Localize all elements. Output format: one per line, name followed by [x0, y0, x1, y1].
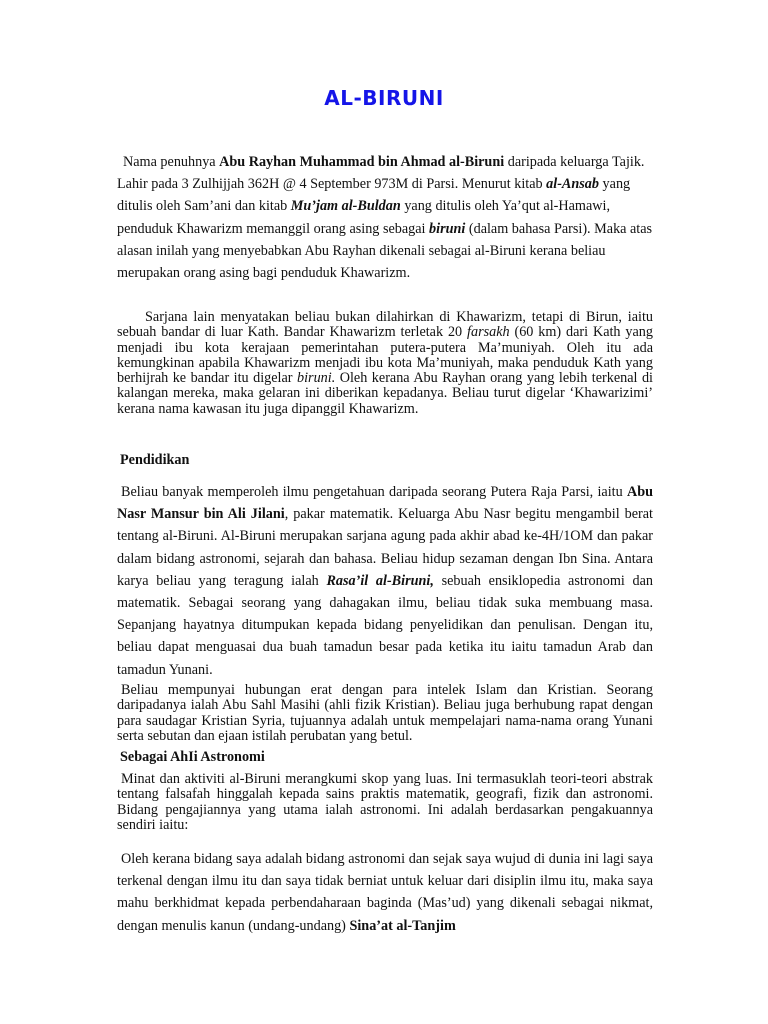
paragraph-name-origin	[117, 151, 653, 284]
text-run: Nama penuhnya	[123, 154, 220, 170]
paragraph-education	[117, 481, 653, 681]
text-run: Oleh kerana bidang saya adalah bidang astronomi dan sejak saya wujud di dunia ini lagi saya terkenal dengan ilmu itu dan saya tidak berniat untuk keluar dari disiplin ilmu itu, maka saya mahu berkhidmat kepada perbendaharaan baginda (Mas’ud) yang dikenali sebagai nikmat, dengan menulis kanun (undang-undang)	[117, 851, 653, 934]
term: farsakh	[467, 324, 510, 341]
section-heading-astronomy: Sebagai AhIi Astronomi	[120, 749, 265, 765]
book-title: Sina’at al-Tanjim	[349, 917, 456, 934]
text-run: yang ditulis oleh Sam’ani dan kitab	[117, 176, 631, 215]
text-run: Sarjana lain menyatakan beliau bukan dilahirkan di Khawarizm, tetapi di Birun, iaitu sebuah bandar di luar Kath. Bandar Khawarizm terletak 20	[117, 309, 653, 341]
text-run: (dalam bahasa Parsi). Maka atas alasan inilah yang menyebabkan Abu Rayhan dikenali sebagai al-Biruni kerana beliau merupakan orang asing bagi penduduk Khawarizm.	[117, 220, 653, 282]
book-title: Mu’jam al-Buldan	[290, 198, 401, 215]
text-run: daripada keluarga Tajik. Lahir pada 3 Zulhijjah 362H @ 4 September 973M di Parsi. Menurut kitab	[117, 154, 645, 193]
teacher-name: Abu Nasr Mansur bin Ali Jilani	[117, 484, 653, 523]
full-name: Abu Rayhan Muhammad bin Ahmad al-Biruni	[219, 154, 505, 170]
paragraph-birthplace	[117, 310, 653, 417]
text-run: (60 km) dari Kath yang menjadi ibu kota kerajaan pemerintahan putera-putera Ma’muniyah. Oleh itu ada kemungkinan apabila Khawarizm menjadi ibu kota Ma’muniyah, maka penduduk Kath yang berhijrah ke bandar itu digelar	[117, 324, 653, 387]
text-run: Beliau banyak memperoleh ilmu pengetahuan daripada seorang Putera Raja Parsi, iaitu	[121, 484, 627, 500]
book-title: Rasa’il al-Biruni,	[326, 572, 434, 589]
text-run: sebuah ensiklopedia astronomi dan matematik. Sebagai seorang yang dahagakan ilmu, beliau tidak suka membuang masa. Sepanjang hayatnya ditumpukan kepada bidang penyelidikan dan penulisan. Dengan itu, beliau dapat menguasai dua buah tamadun besar pada ketika itu iaitu tamadun Arab dan tamadun Yunani.	[117, 572, 653, 678]
term: biruni.	[297, 370, 336, 387]
text-run: Oleh kerana Abu Rayhan orang yang lebih terkenal di kalangan mereka, maka gelaran ini diberikan kepadanya. Beliau turut digelar ‘Khawarizimi’ kerana nama kawasan itu juga dipanggil Khawarizm.	[117, 370, 653, 417]
paragraph-quote	[117, 848, 653, 937]
book-title: al-Ansab	[546, 176, 599, 193]
paragraph-interests: Minat dan aktiviti al-Biruni merangkumi skop yang luas. Ini termasuklah teori-teori abstrak tentang falsafah hinggalah kepada sains praktis matematik, geografi, fizik dan astronomi. Bidang pengajiannya yang utama ialah astronomi. Ini adalah berdasarkan pengakuannya sendiri iaitu:	[117, 771, 653, 833]
page-title: AL-BIRUNI	[324, 86, 444, 110]
term: biruni	[429, 220, 466, 237]
paragraph-relations: Beliau mempunyai hubungan erat dengan para intelek Islam dan Kristian. Seorang daripadanya ialah Abu Sahl Masihi (ahli fizik Kristian). Beliau juga berhubung rapat dengan para saudagar Kristian Syria, tujuannya adalah untuk mempelajari nama-nama orang Yunani serta sebutan dan ejaan istilah perubatan yang betul.	[117, 682, 653, 744]
text-run: , pakar matematik. Keluarga Abu Nasr begitu mengambil berat tentang al-Biruni. Al-Biruni merupakan sarjana agung pada akhir abad ke-4H/1OM dan pakar dalam bidang astronomi, sejarah dan bahasa. Beliau hidup sezaman dengan Ibn Sina. Antara karya beliau yang teragung ialah	[117, 506, 653, 589]
section-heading-education: Pendidikan	[120, 452, 190, 468]
text-run: yang ditulis oleh Ya’qut al-Hamawi, penduduk Khawarizm memanggil orang asing sebagai	[117, 198, 611, 237]
